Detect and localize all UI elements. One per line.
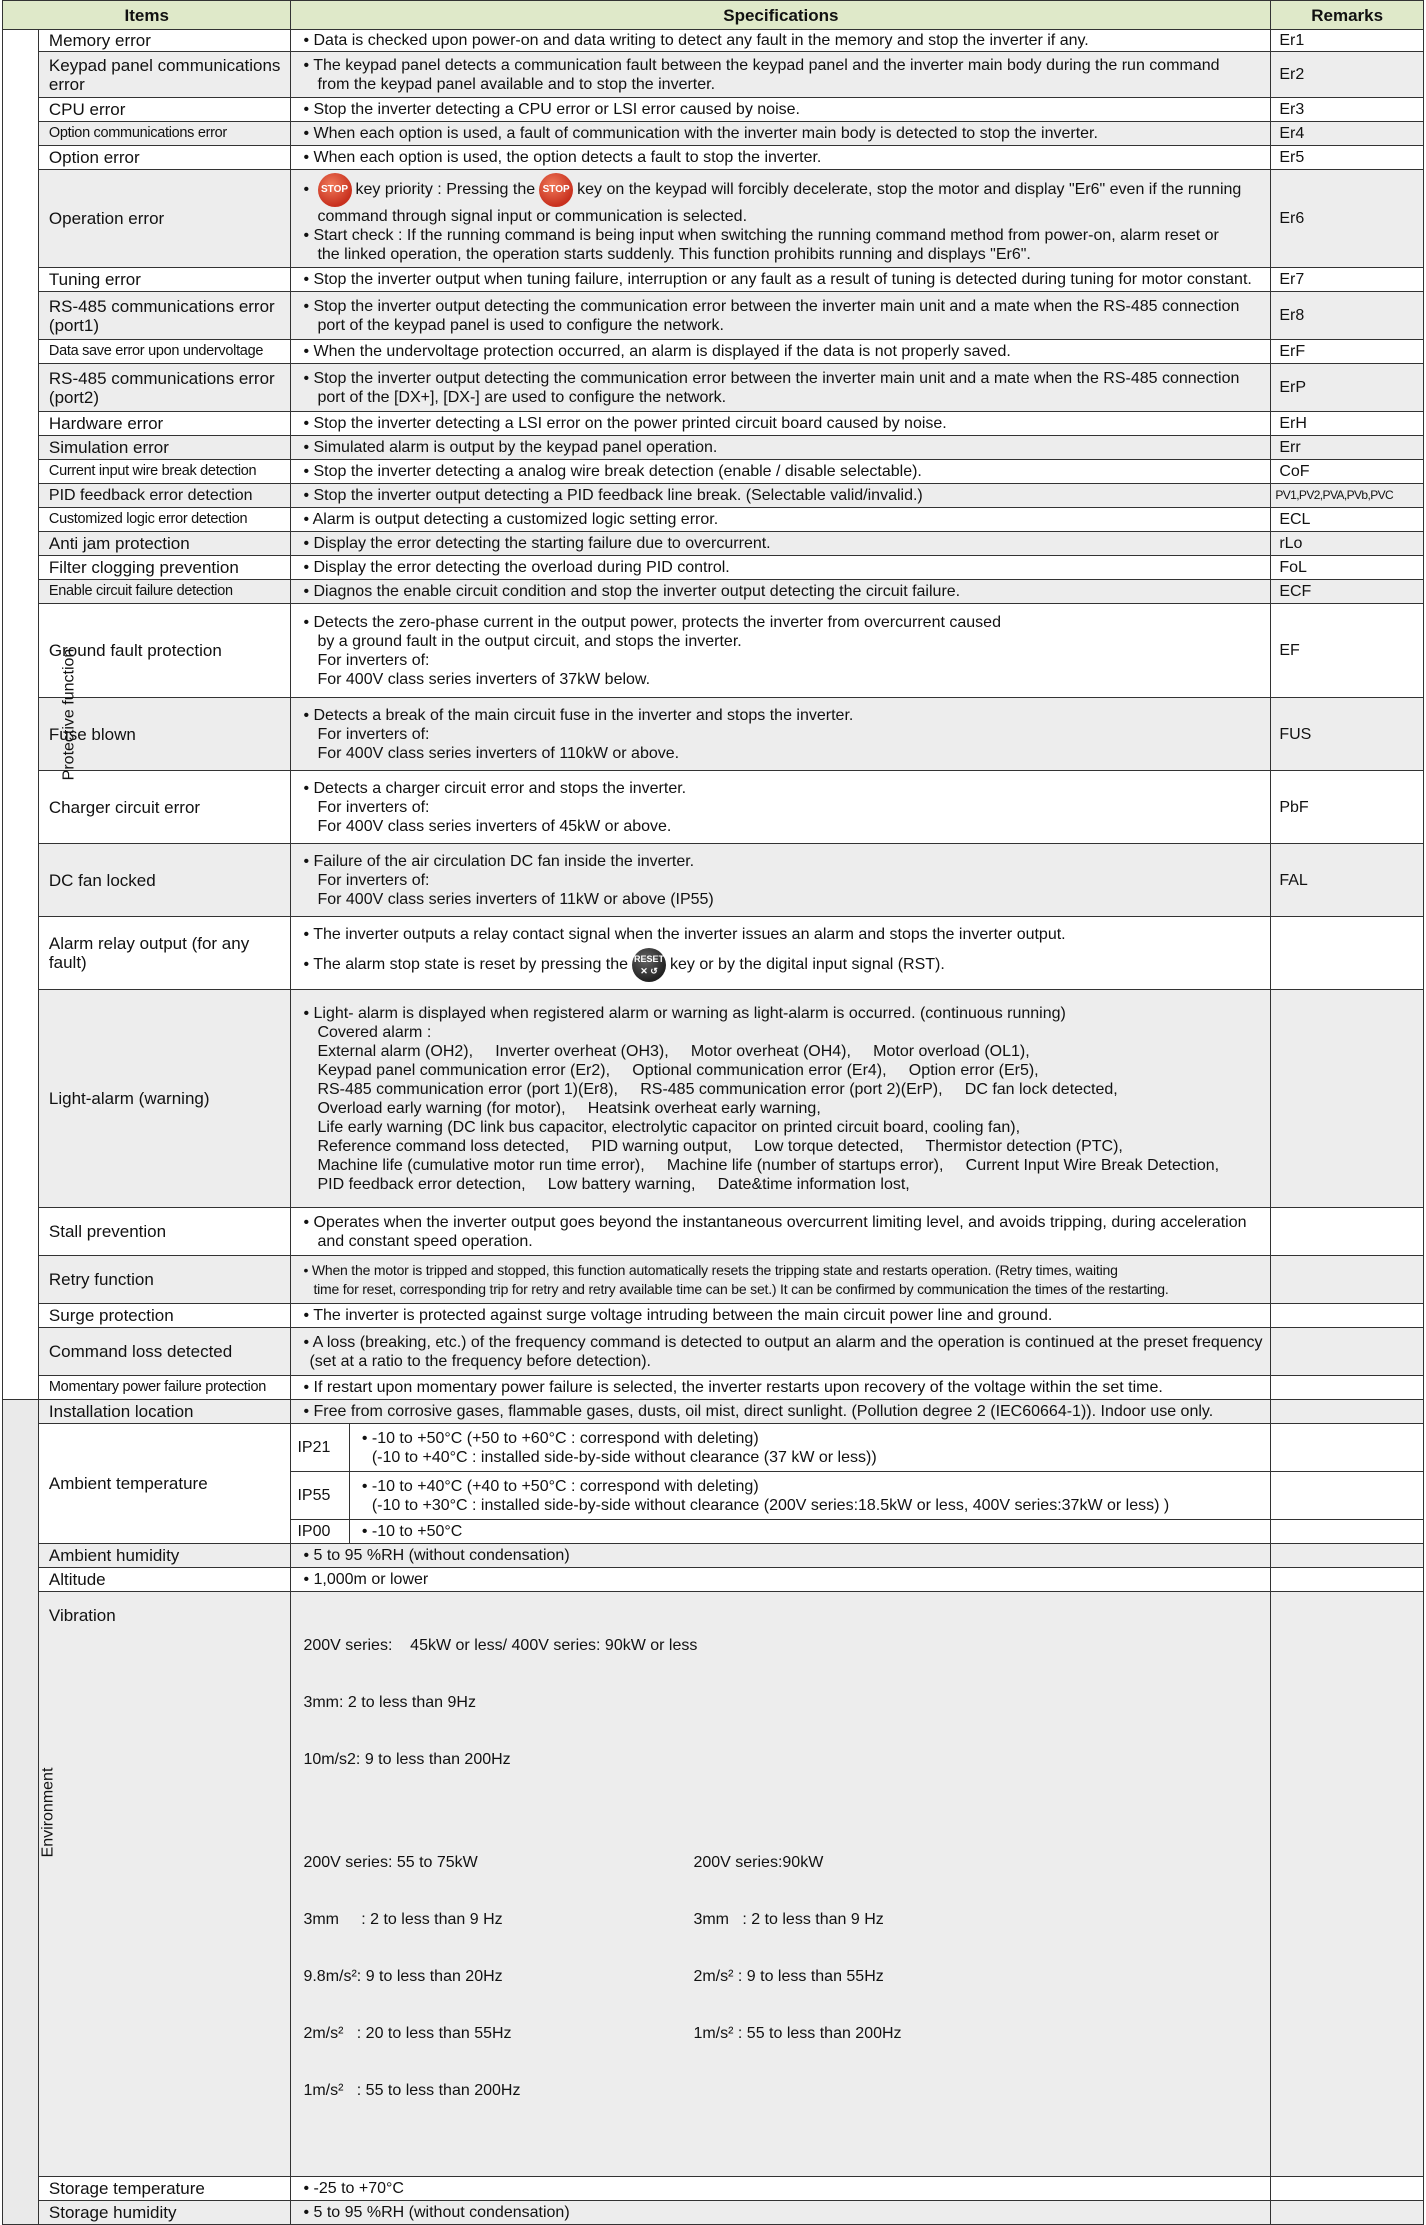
item-label: Altitude (38, 1568, 291, 1592)
spec-cell: • The keypad panel detects a communication fault between the keypad panel and the inverter main body during the run command from the keypad panel available and to stop the inverter. (291, 52, 1271, 98)
remark-code: rLo (1271, 532, 1424, 556)
item-label: Simulation error (38, 436, 291, 460)
spec-cell: • Stop the inverter output detecting the communication error between the inverter main unit and a mate when the RS-485 connection port of the [DX+], [DX-] are used to configure the network. (291, 364, 1271, 412)
item-label: Installation location (38, 1400, 291, 1424)
header-specifications: Specifications (291, 1, 1271, 30)
remark-code: FUS (1271, 698, 1424, 771)
ip-label: IP55 (291, 1472, 349, 1520)
remark-code: ErF (1271, 340, 1424, 364)
item-label: Anti jam protection (38, 532, 291, 556)
remark-code: ErP (1271, 364, 1424, 412)
remark-code: Er3 (1271, 98, 1424, 122)
remark-code: Er8 (1271, 292, 1424, 340)
ip-label: IP00 (291, 1520, 349, 1544)
spec-cell: • The inverter outputs a relay contact signal when the inverter issues an alarm and stops the inverter output. • The alarm stop state is reset by pressing the RESET ✕ ↺ key or by the digital input signal (RST). (291, 917, 1271, 990)
item-label: CPU error (38, 98, 291, 122)
table-row (3, 1304, 1424, 1328)
spec-cell: • Stop the inverter output when tuning failure, interruption or any fault as a result of tuning is detected during tuning for motor constant. (291, 268, 1271, 292)
table-row (3, 1256, 1424, 1304)
spec-cell: • -10 to +40°C (+40 to +50°C : correspond with deleting) (-10 to +30°C : installed side-by-side without clearance (200V series:18.5kW or less, 400V series:37kW or less) ) (349, 1472, 1271, 1520)
item-label: Storage humidity (38, 2201, 291, 2225)
remark-code: EF (1271, 604, 1424, 698)
category-environment: Environment (3, 1400, 39, 2225)
table-row (3, 580, 1424, 604)
item-label: Surge protection (38, 1304, 291, 1328)
category-protective: Protective function (3, 30, 39, 1400)
spec-cell: • STOP key priority : Pressing the STOP key on the keypad will forcibly decelerate, stop the motor and display "Er6" even if the running command through signal input or communication is selected. • Start check : If the running command is being input when switching the running command method from power-on, alarm reset or the linked operation, the operation starts suddenly. This function prohibits running and displays "Er6". (291, 170, 1271, 268)
spec-cell: • -25 to +70°C (291, 2177, 1271, 2201)
remark-code: CoF (1271, 460, 1424, 484)
item-label: Data save error upon undervoltage (38, 340, 291, 364)
table-row (3, 2201, 1424, 2225)
reset-key-icon: RESET ✕ ↺ (632, 948, 666, 982)
remark-code (1271, 1544, 1424, 1568)
table-row (3, 771, 1424, 844)
table-row (3, 990, 1424, 1208)
remark-code (1271, 1568, 1424, 1592)
remark-code: PV1,PV2,PVA,PVb,PVC (1271, 484, 1424, 508)
table-row (3, 1208, 1424, 1256)
spec-cell: • Alarm is output detecting a customized logic setting error. (291, 508, 1271, 532)
spec-cell: • 1,000m or lower (291, 1568, 1271, 1592)
item-label: Storage temperature (38, 2177, 291, 2201)
remark-code: Err (1271, 436, 1424, 460)
table-row (3, 460, 1424, 484)
remark-code (1271, 1304, 1424, 1328)
item-label: Ambient humidity (38, 1544, 291, 1568)
spec-cell: • When the undervoltage protection occurred, an alarm is displayed if the data is not properly saved. (291, 340, 1271, 364)
remark-code (1271, 1256, 1424, 1304)
table-row (3, 292, 1424, 340)
table-row (3, 412, 1424, 436)
remark-code: Er7 (1271, 268, 1424, 292)
spec-cell: • Display the error detecting the overload during PID control. (291, 556, 1271, 580)
table-row (3, 508, 1424, 532)
spec-cell: • Display the error detecting the starting failure due to overcurrent. (291, 532, 1271, 556)
spec-cell: • Operates when the inverter output goes beyond the instantaneous overcurrent limiting level, and avoids tripping, during acceleration and constant speed operation. (291, 1208, 1271, 1256)
spec-cell: • Stop the inverter output detecting the communication error between the inverter main unit and a mate when the RS-485 connection port of the keypad panel is used to configure the network. (291, 292, 1271, 340)
item-label: Filter clogging prevention (38, 556, 291, 580)
remark-code (1271, 2201, 1424, 2225)
table-row (3, 98, 1424, 122)
table-row (3, 556, 1424, 580)
item-label: Stall prevention (38, 1208, 291, 1256)
spec-cell: • The inverter is protected against surge voltage intruding between the main circuit power line and ground. (291, 1304, 1271, 1328)
stop-key-icon: STOP (539, 173, 573, 207)
item-label: Customized logic error detection (38, 508, 291, 532)
item-label: DC fan locked (38, 844, 291, 917)
spec-cell: • 5 to 95 %RH (without condensation) (291, 1544, 1271, 1568)
spec-cell: • Detects the zero-phase current in the output power, protects the inverter from overcurrent caused by a ground fault in the output circuit, and stops the inverter. For inverters of: For 400V class series inverters of 37kW below. (291, 604, 1271, 698)
table-row (3, 1592, 1424, 2177)
item-label: Vibration (38, 1592, 291, 2177)
spec-cell: 200V series: 45kW or less/ 400V series: 90kW or less 3mm: 2 to less than 9Hz 10m/s2: 9 to less than 200Hz 200V series: 55 to 75kW 3mm : 2 to less than 9 Hz 9.8m/s²: 9 to less than 20Hz 2m/s² : 20 to less than 55Hz 1m/s² : 55 to less than 200Hz 200V series:90kW 3mm : 2 to less than 9 Hz 2m/s² : 9 to less than 55Hz 1m/s² : 55 to less than 200Hz (291, 1592, 1271, 2177)
header-items: Items (3, 1, 291, 30)
table-row (3, 1544, 1424, 1568)
remark-code: Er6 (1271, 170, 1424, 268)
table-row (3, 1424, 1424, 1472)
table-row (3, 436, 1424, 460)
remark-code (1271, 1520, 1424, 1544)
item-label: Hardware error (38, 412, 291, 436)
item-label: Alarm relay output (for any fault) (38, 917, 291, 990)
table-row (3, 2177, 1424, 2201)
remark-code (1271, 1592, 1424, 2177)
spec-cell: • Stop the inverter detecting a LSI error on the power printed circuit board caused by noise. (291, 412, 1271, 436)
table-row (3, 484, 1424, 508)
remark-code: ErH (1271, 412, 1424, 436)
item-label: Fuse blown (38, 698, 291, 771)
item-label: Light-alarm (warning) (38, 990, 291, 1208)
table-row (3, 917, 1424, 990)
item-label: Momentary power failure protection (38, 1376, 291, 1400)
item-label: Charger circuit error (38, 771, 291, 844)
spec-cell: • When each option is used, a fault of communication with the inverter main body is detected to stop the inverter. (291, 122, 1271, 146)
item-label: Enable circuit failure detection (38, 580, 291, 604)
spec-cell: • Detects a charger circuit error and stops the inverter. For inverters of: For 400V class series inverters of 45kW or above. (291, 771, 1271, 844)
remark-code (1271, 917, 1424, 990)
remark-code (1271, 990, 1424, 1208)
spec-cell: • Stop the inverter output detecting a PID feedback line break. (Selectable valid/invalid.) (291, 484, 1271, 508)
table-row (3, 122, 1424, 146)
item-label: Tuning error (38, 268, 291, 292)
spec-cell: • Stop the inverter detecting a analog wire break detection (enable / disable selectable). (291, 460, 1271, 484)
remark-code: ECL (1271, 508, 1424, 532)
spec-cell: • A loss (breaking, etc.) of the frequency command is detected to output an alarm and the operation is continued at the preset frequency (set at a ratio to the frequency before detection). (291, 1328, 1271, 1376)
table-row (3, 170, 1424, 268)
ip-label: IP21 (291, 1424, 349, 1472)
remark-code: Er5 (1271, 146, 1424, 170)
remark-code (1271, 2177, 1424, 2201)
table-row (3, 1376, 1424, 1400)
remark-code (1271, 1400, 1424, 1424)
item-label: Memory error (38, 30, 291, 52)
header-remarks: Remarks (1271, 1, 1424, 30)
remark-code (1271, 1376, 1424, 1400)
item-label: RS-485 communications error (port2) (38, 364, 291, 412)
table-row (3, 268, 1424, 292)
remark-code: Er2 (1271, 52, 1424, 98)
remark-code: ECF (1271, 580, 1424, 604)
table-row (3, 340, 1424, 364)
table-row (3, 844, 1424, 917)
remark-code: Er1 (1271, 30, 1424, 52)
spec-cell: • Simulated alarm is output by the keypad panel operation. (291, 436, 1271, 460)
table-row (3, 1568, 1424, 1592)
spec-cell: • -10 to +50°C (349, 1520, 1271, 1544)
item-label: RS-485 communications error (port1) (38, 292, 291, 340)
table-row (3, 146, 1424, 170)
table-row (3, 52, 1424, 98)
spec-cell: • 5 to 95 %RH (without condensation) (291, 2201, 1271, 2225)
remark-code: PbF (1271, 771, 1424, 844)
spec-cell: • When the motor is tripped and stopped, this function automatically resets the tripping state and restarts operation. (Retry times, waiting time for reset, corresponding trip for retry and retry available time can be set.) It can be confirmed by communication the times of the restarting. (291, 1256, 1271, 1304)
remark-code (1271, 1328, 1424, 1376)
spec-cell: • Free from corrosive gases, flammable gases, dusts, oil mist, direct sunlight. (Pollution degree 2 (IEC60664-1)). Indoor use only. (291, 1400, 1271, 1424)
header-row (3, 1, 1424, 30)
remark-code: FAL (1271, 844, 1424, 917)
item-label: Ambient temperature (38, 1424, 291, 1544)
spec-cell: • When each option is used, the option detects a fault to stop the inverter. (291, 146, 1271, 170)
remark-code (1271, 1208, 1424, 1256)
remark-code: Er4 (1271, 122, 1424, 146)
item-label: Ground fault protection (38, 604, 291, 698)
item-label: Operation error (38, 170, 291, 268)
spec-table (2, 0, 1424, 2225)
table-row (3, 698, 1424, 771)
spec-cell: • Data is checked upon power-on and data writing to detect any fault in the memory and stop the inverter if any. (291, 30, 1271, 52)
item-label: PID feedback error detection (38, 484, 291, 508)
remark-code (1271, 1424, 1424, 1472)
remark-code: FoL (1271, 556, 1424, 580)
spec-cell: • Failure of the air circulation DC fan inside the inverter. For inverters of: For 400V class series inverters of 11kW or above (IP55) (291, 844, 1271, 917)
table-row (3, 1400, 1424, 1424)
item-label: Keypad panel communications error (38, 52, 291, 98)
spec-cell: • If restart upon momentary power failure is selected, the inverter restarts upon recovery of the voltage within the set time. (291, 1376, 1271, 1400)
table-row (3, 532, 1424, 556)
item-label: Option communications error (38, 122, 291, 146)
table-row (3, 364, 1424, 412)
spec-cell: • Diagnos the enable circuit condition and stop the inverter output detecting the circuit failure. (291, 580, 1271, 604)
stop-key-icon: STOP (318, 173, 352, 207)
item-label: Command loss detected (38, 1328, 291, 1376)
remark-code (1271, 1472, 1424, 1520)
table-row (3, 604, 1424, 698)
spec-cell: • -10 to +50°C (+50 to +60°C : correspond with deleting) (-10 to +40°C : installed side-by-side without clearance (37 kW or less)) (349, 1424, 1271, 1472)
spec-cell: • Light- alarm is displayed when registered alarm or warning as light-alarm is occurred. (continuous running) Covered alarm : External alarm (OH2), Inverter overheat (OH3), Motor overheat (OH4), Motor overload (OL1), Keypad panel communication error (Er2), Optional communication error (Er4), Option error (Er5), RS-485 communication error (port 1)(Er8), RS-485 communication error (port 2)(ErP), DC fan lock detected, Overload early warning (for motor), Heatsink overheat early warning, Life early warning (DC link bus capacitor, electrolytic capacitor on printed circuit board, cooling fan), Reference command loss detected, PID warning output, Low torque detected, Thermistor detection (PTC), Machine life (cumulative motor run time error), Machine life (number of startups error), Current Input Wire Break Detection, PID feedback error detection, Low battery warning, Date&time information lost, (291, 990, 1271, 1208)
spec-cell: • Stop the inverter detecting a CPU error or LSI error caused by noise. (291, 98, 1271, 122)
table-row (3, 1328, 1424, 1376)
spec-cell: • Detects a break of the main circuit fuse in the inverter and stops the inverter. For inverters of: For 400V class series inverters of 110kW or above. (291, 698, 1271, 771)
table-row (3, 30, 1424, 52)
item-label: Option error (38, 146, 291, 170)
item-label: Current input wire break detection (38, 460, 291, 484)
item-label: Retry function (38, 1256, 291, 1304)
